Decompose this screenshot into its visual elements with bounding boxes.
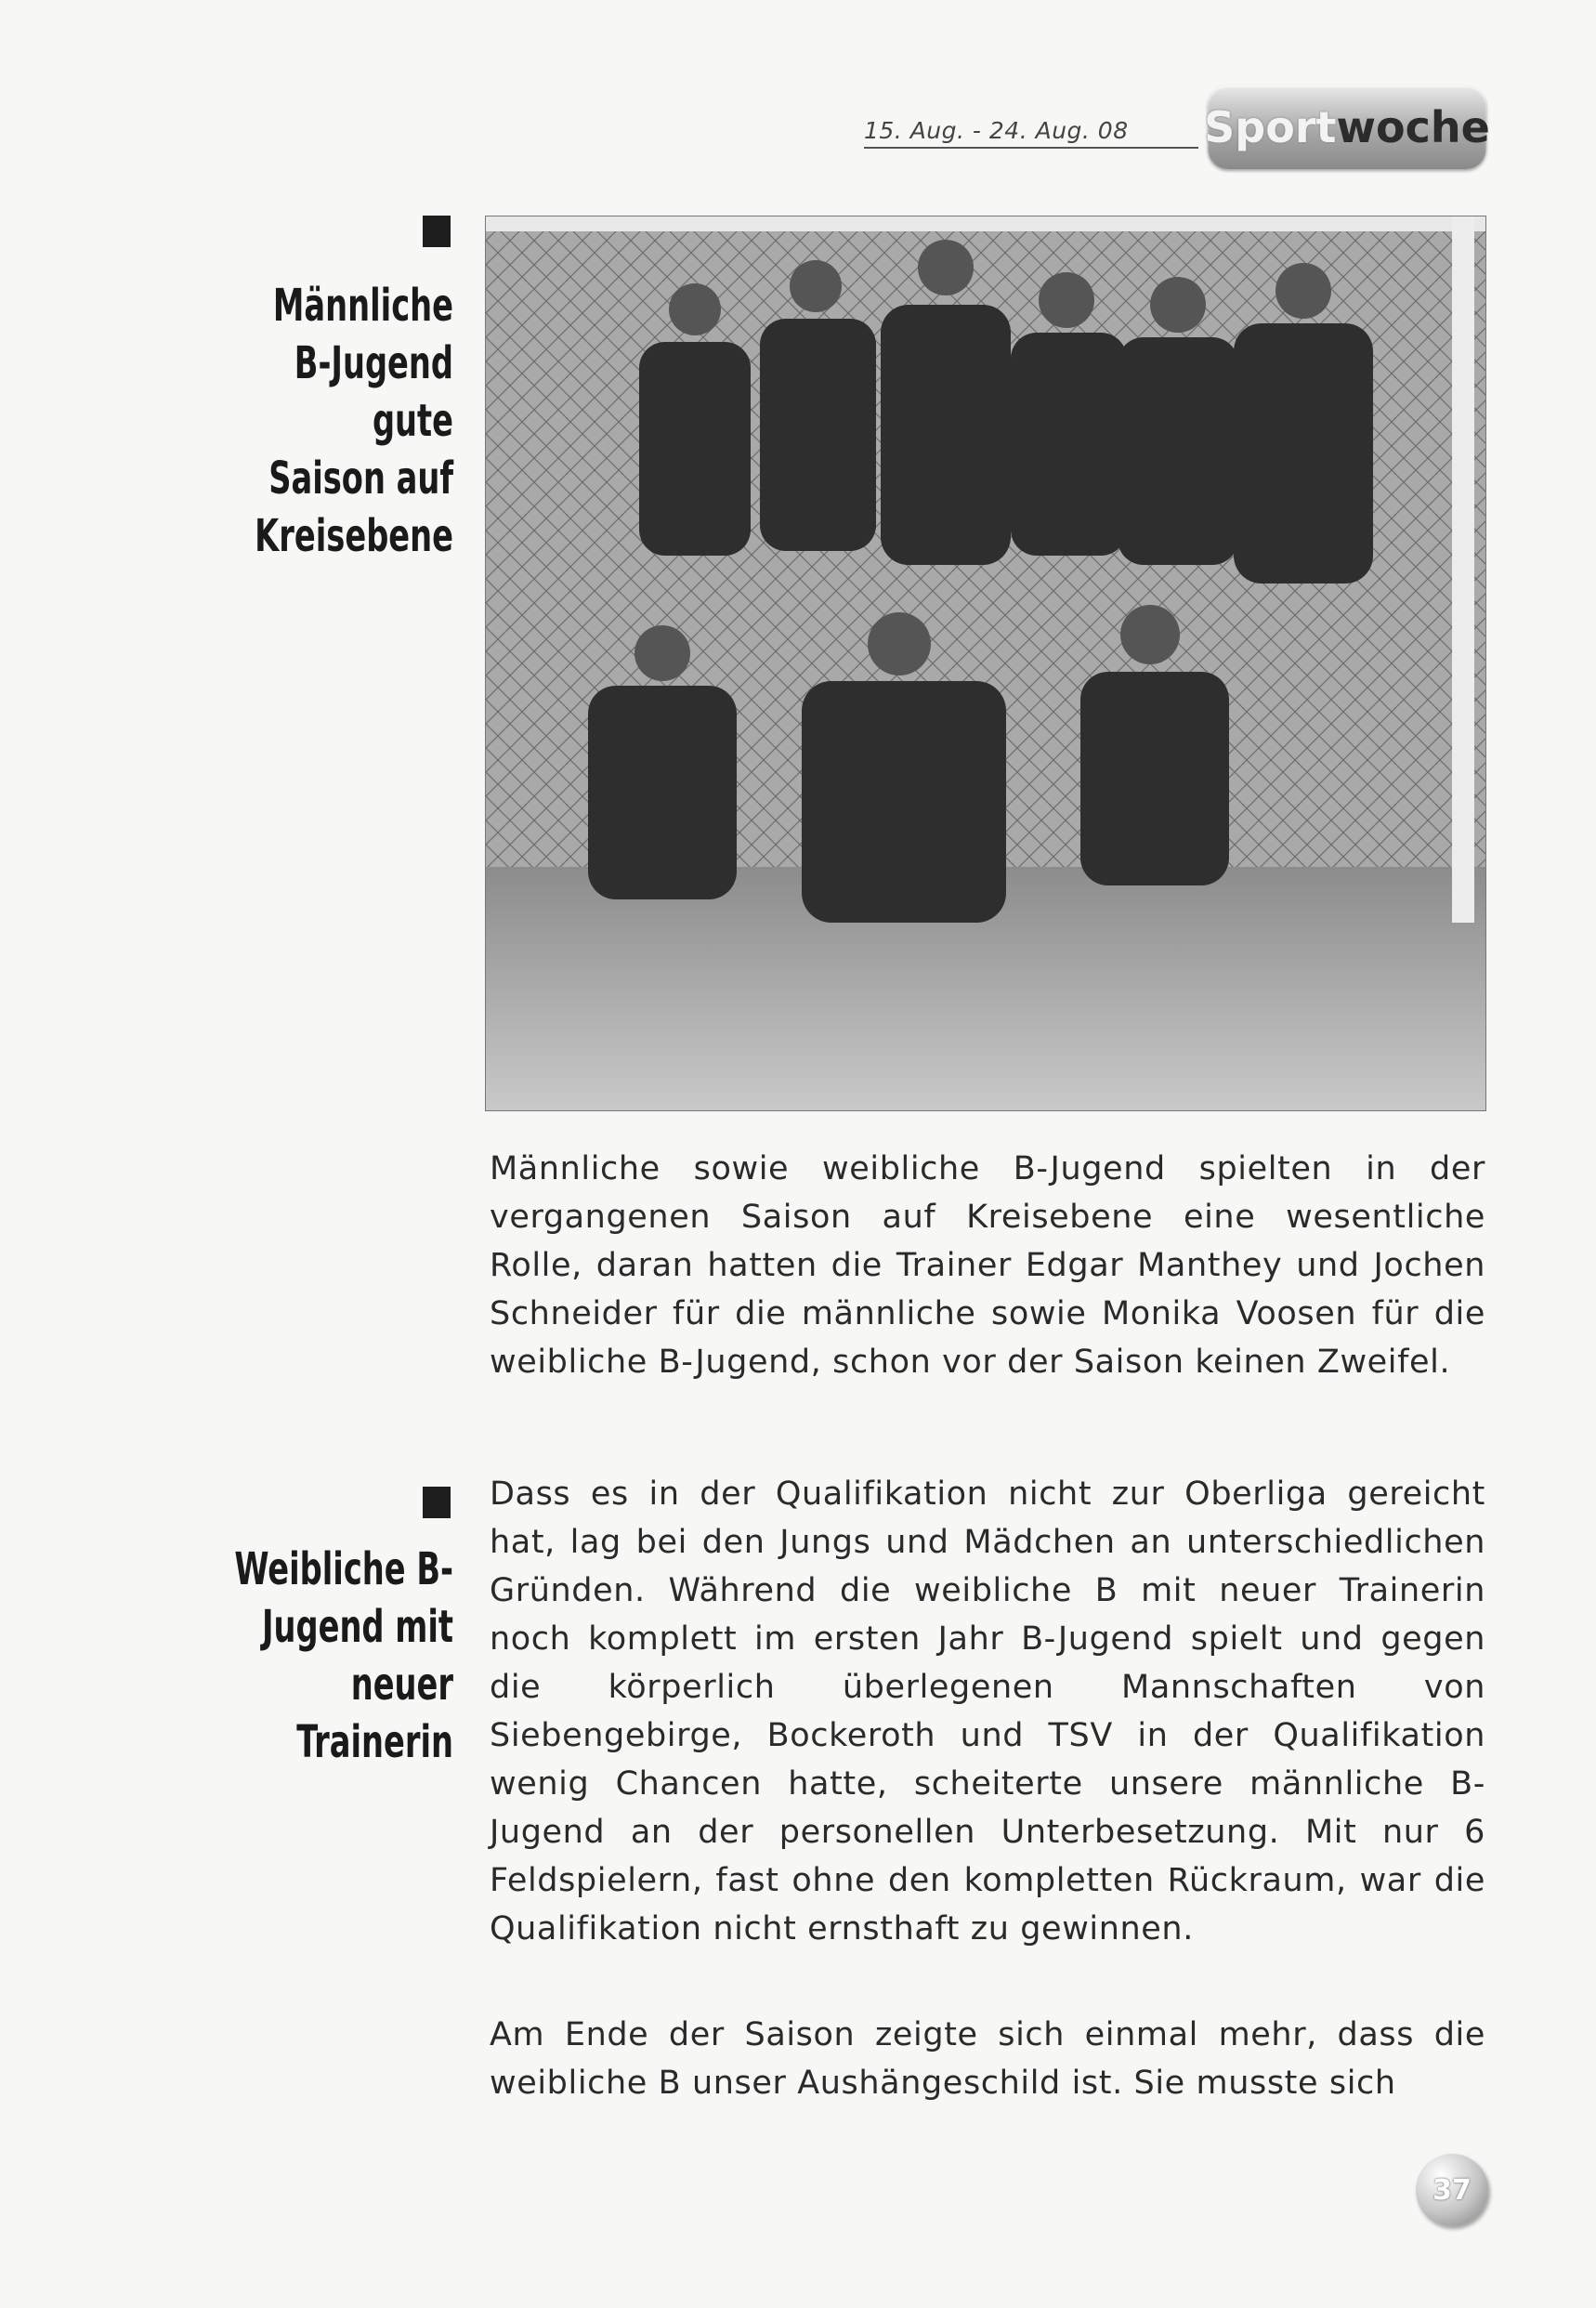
page-number-badge: 37 — [1416, 2154, 1488, 2226]
brand-logo — [1204, 85, 1490, 169]
paragraph-3: Am Ende der Saison zeigte sich einmal mehr, dass die weibliche B unser Aushängeschild ist. Sie musste sich — [490, 2016, 1485, 2102]
header-date: 15. Aug. - 24. Aug. 08 — [864, 117, 1129, 144]
paragraph-2: Dass es in der Qualifikation nicht zur Oberliga gereicht hat, lag bei den Jungs und Mädchen an unterschiedlichen Gründen. Während die weibliche B mit neuer Trainerin noch komplett im ersten Jahr B-Jugend spielt und gegen die körperlich überlegenen Mannschaften von Siebengebirge, Bockeroth und TSV in der Qualifikation wenig Chancen hatte, scheiterte unsere männliche B-Jugend an der personellen Unterbesetzung. Mit nur 6 Feldspielern, fast ohne den kompletten Rückraum, war die Qualifikation nicht ernsthaft zu gewinnen. — [490, 1475, 1485, 1947]
section-heading-2: Weibliche B- Jugend mit neuer Trainerin — [234, 1543, 453, 1768]
header-rule — [864, 147, 1198, 149]
section-marker-2 — [423, 1487, 451, 1518]
team-photo — [485, 216, 1486, 1111]
brand-logo-part2: woche — [1336, 102, 1490, 152]
section-heading-1: Männliche B-Jugend gute Saison auf Kreisebene — [255, 280, 453, 562]
paragraph-1: Männliche sowie weibliche B-Jugend spielten in der vergangenen Saison auf Kreisebene eine wesentliche Rolle, daran hatten die Trainer Edgar Manthey und Jochen Schneider für die männliche sowie Monika Voosen für die weibliche B-Jugend, schon vor der Saison keinen Zweifel. — [490, 1150, 1485, 1381]
team-photo-illustration — [486, 216, 1485, 1110]
section-marker-1 — [423, 216, 451, 247]
brand-logo-part1: Sport — [1204, 102, 1337, 152]
